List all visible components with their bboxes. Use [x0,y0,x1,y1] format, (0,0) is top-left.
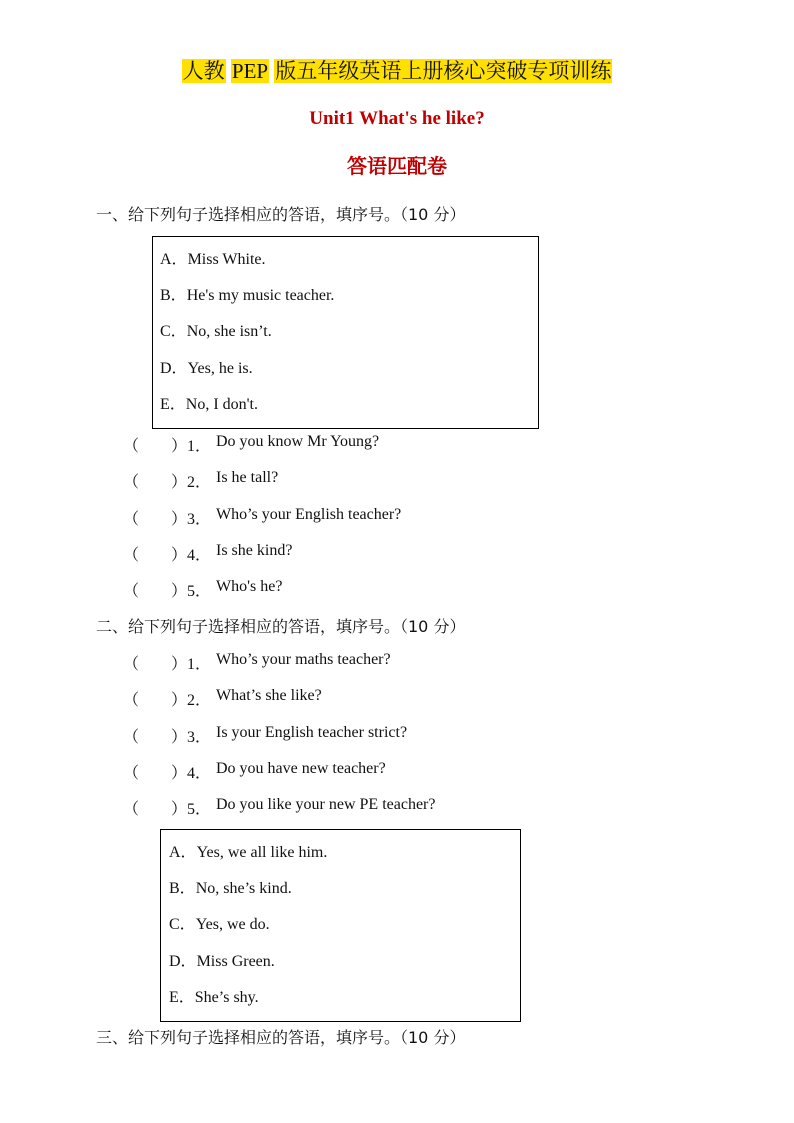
question-text: Is he tall? [216,469,279,486]
answer-blank-close: ） [171,765,188,782]
section-2-title: 二、给下列句子选择相应的答语，填序号。（10 分） [96,617,466,636]
answer-blank-open[interactable]: （ [123,511,140,528]
header-title-part: 人教 [182,59,225,83]
unit-title: Unit1 What's he like? [309,108,485,129]
section-3-title: 三、给下列句子选择相应的答语，填序号。（10 分） [96,1028,466,1047]
answer-blank-open[interactable]: （ [123,765,140,782]
question-text: Who’s your maths teacher? [216,651,391,668]
header-title-part: PEP [231,59,269,83]
question-text: Who's he? [216,578,283,595]
header-title-part: 版五年级英语上册核心突破专项训练 [275,59,612,83]
answer-option: B．No, she’s kind. [169,880,292,897]
section-2-answer-box [160,829,521,1022]
answer-blank-close: ） [171,583,188,600]
question-number: 3． [187,511,212,528]
answer-blank-open[interactable]: （ [123,474,140,491]
answer-blank-close: ） [171,656,188,673]
worksheet-header [0,52,794,90]
answer-blank-open[interactable]: （ [123,583,140,600]
answer-option: D．Yes, he is. [160,360,253,377]
answer-option: E．She’s shy. [169,989,259,1006]
question-number: 2． [187,474,212,491]
answer-option: C．Yes, we do. [169,916,270,933]
section-1-title: 一、给下列句子选择相应的答语，填序号。（10 分） [96,205,466,224]
question-number: 5． [187,583,212,600]
answer-option: A．Yes, we all like him. [169,844,328,861]
answer-blank-open[interactable]: （ [123,547,140,564]
question-text: Is she kind? [216,542,293,559]
question-number: 5． [187,801,212,818]
answer-option: A．Miss White. [160,251,266,268]
question-text: Do you like your new PE teacher? [216,796,436,813]
question-number: 4． [187,547,212,564]
question-text: Do you know Mr Young? [216,433,380,450]
worksheet-subtitle: 答语匹配卷 [347,154,447,178]
question-text: Is your English teacher strict? [216,724,408,741]
answer-option: E．No, I don't. [160,396,258,413]
answer-blank-close: ） [171,511,188,528]
question-text: Who’s your English teacher? [216,506,402,523]
answer-blank-close: ） [171,801,188,818]
question-number: 1． [187,656,212,673]
question-number: 3． [187,729,212,746]
section-1-answer-box [152,236,539,429]
answer-blank-open[interactable]: （ [123,801,140,818]
answer-blank-close: ） [171,547,188,564]
question-number: 2． [187,692,212,709]
answer-blank-close: ） [171,438,188,455]
answer-blank-open[interactable]: （ [123,656,140,673]
answer-option: D．Miss Green. [169,953,275,970]
question-number: 1． [187,438,212,455]
answer-blank-open[interactable]: （ [123,692,140,709]
answer-blank-open[interactable]: （ [123,438,140,455]
question-text: Do you have new teacher? [216,760,386,777]
answer-option: C．No, she isn’t. [160,323,272,340]
question-number: 4． [187,765,212,782]
question-text: What’s she like? [216,687,322,704]
answer-option: B．He's my music teacher. [160,287,335,304]
answer-blank-open[interactable]: （ [123,729,140,746]
answer-blank-close: ） [171,729,188,746]
answer-blank-close: ） [171,474,188,491]
answer-blank-close: ） [171,692,188,709]
